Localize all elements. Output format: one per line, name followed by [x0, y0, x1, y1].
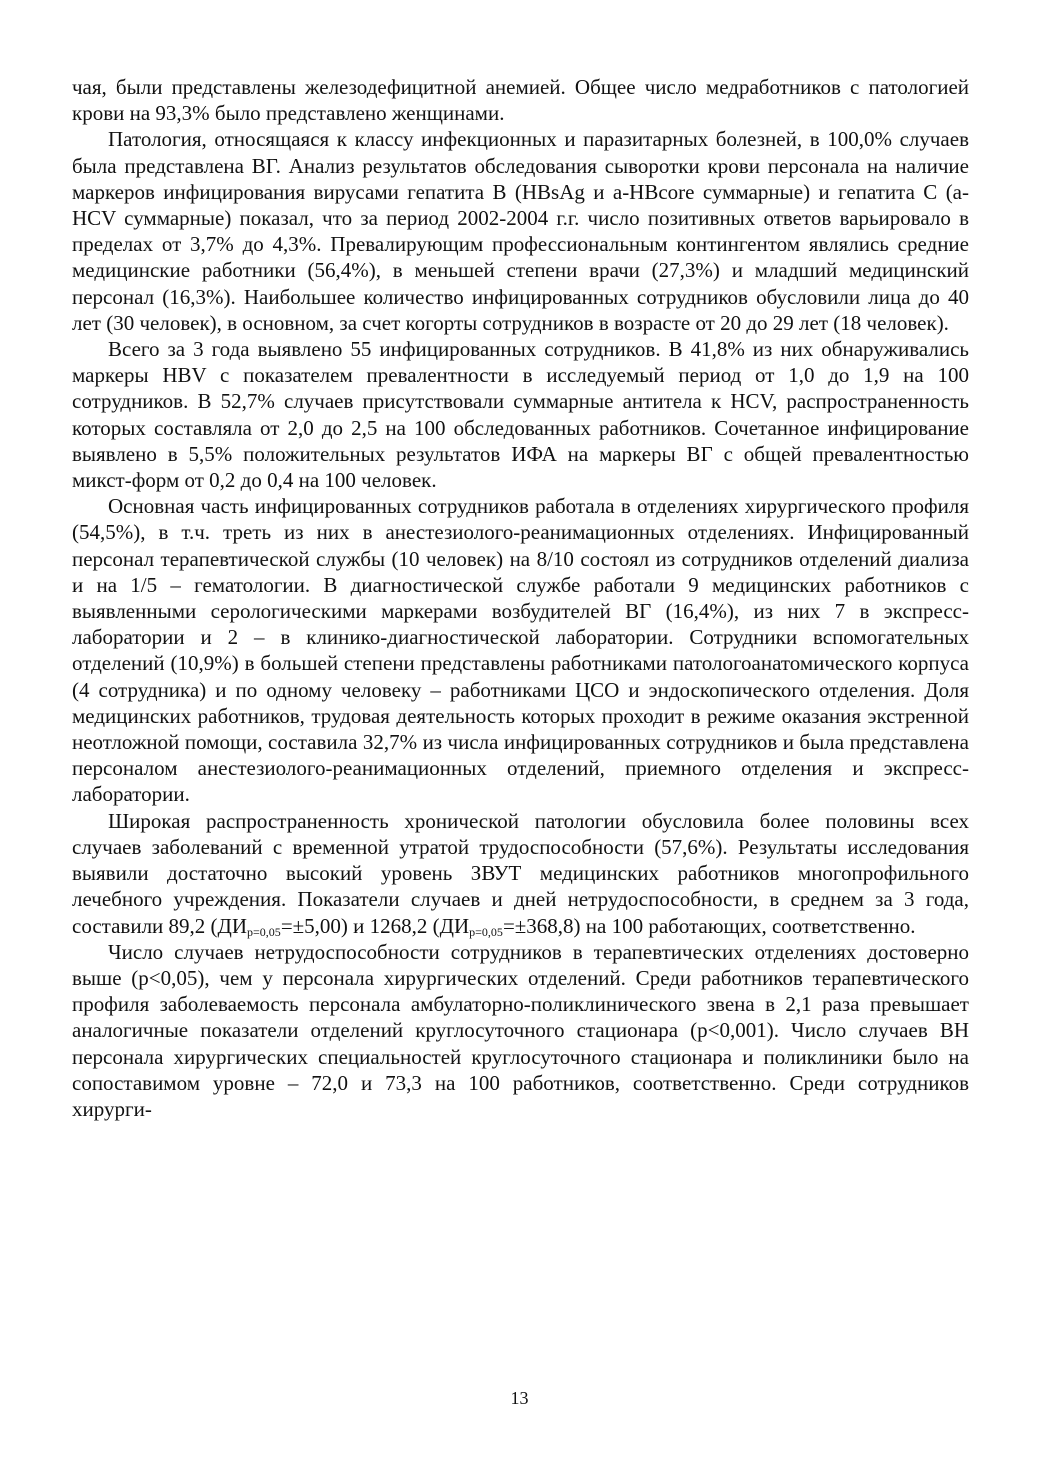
paragraph-5 [72, 808, 969, 939]
paragraph-3: Всего за 3 года выявлено 55 инфицированных сотрудников. В 41,8% из них обнаруживались маркеры HBV с показателем превалентности в исследуемый период от 1,0 до 1,9 на 100 сотрудников. В 52,7% случаев присутствовали суммарные антитела к HCV, распространенность которых составляла от 2,0 до 2,5 на 100 обследованных работников. Сочетанное инфицирование выявлено в 5,5% положительных результатов ИФА на маркеры ВГ с общей превалентностью микст-форм от 0,2 до 0,4 на 100 человек. [72, 337, 969, 493]
paragraph-5-text-a: Широкая распространенность хронической патологии обусловила более половины всех случаев заболеваний с временной утратой трудоспособности (57,6%). Результаты исследования выявили достаточно высокий уровень ЗВУТ медицинских работников многопрофильного лечебного учреждения. Показатели случаев и дней нетрудоспособности, в среднем за 3 года, составили 89,2 (ДИ [72, 808, 969, 938]
paragraph-2: Патология, относящаяся к классу инфекционных и паразитарных болезней, в 100,0% случаев была представлена ВГ. Анализ результатов обследования сыворотки крови персонала на наличие маркеров инфицирования вирусами гепатита В (HBsAg и a-HBcore суммарные) и гепатита С (a-HCV суммарные) показал, что за период 2002-2004 г.г. число позитивных ответов варьировало в пределах от 3,7% до 4,3%. Превалирующим профессиональным контингентом являлись средние медицинские работники (56,4%), в меньшей степени врачи (27,3%) и младший медицинский персонал (16,3%). Наибольшее количество инфицированных сотрудников обусловили лица до 40 лет (30 человек), в основном, за счет когорты сотрудников в возрасте от 20 до 29 лет (18 человек). [72, 127, 969, 335]
paragraph-1: чая, были представлены железодефицитной анемией. Общее число медработников с патологией крови на 93,3% было представлено женщинами. [72, 75, 969, 126]
document-page [72, 74, 969, 1122]
paragraph-5-text-b: =±5,00) и 1268,2 (ДИ [280, 913, 470, 938]
confidence-interval-subscript: р=0,05 [247, 924, 281, 939]
page-number: 13 [510, 1388, 529, 1408]
paragraph-6: Число случаев нетрудоспособности сотрудников в терапевтических отделениях достоверно выше (р<0,05), чем у персонала хирургических отделений. Среди работников терапевтического профиля заболеваемость персонала амбулаторно-поликлинического звена в 2,1 раза превышает аналогичные показатели отделений круглосуточного стационара (р<0,001). Число случаев ВН персонала хирургических специальностей круглосуточного стационара и поликлиники было на сопоставимом уровне – 72,0 и 73,3 на 100 работников, соответственно. Среди сотрудников хирурги- [72, 939, 969, 1121]
paragraph-5-text-c: =±368,8) на 100 работающих, соответственно. [502, 913, 916, 938]
paragraph-4: Основная часть инфицированных сотрудников работала в отделениях хирургического профиля (54,5%), в т.ч. треть из них в анестезиолого-реанимационных отделениях. Инфицированный персонал терапевтической службы (10 человек) на 8/10 состоял из сотрудников отделений диализа и на 1/5 – гематологии. В диагностической службе работали 9 медицинских работников с выявленными серологическими маркерами возбудителей ВГ (16,4%), из них 7 в экспресс-лаборатории и 2 – в клинико-диагностической лаборатории. Сотрудники вспомогательных отделений (10,9%) в большей степени представлены работниками патологоанатомического корпуса (4 сотрудника) и по одному человеку – работниками ЦСО и эндоскопического отделения. Доля медицинских работников, трудовая деятельность которых проходит в режиме оказания экстренной неотложной помощи, составила 32,7% из числа инфицированных сотрудников и была представлена персоналом анестезиолого-реанимационных отделений, приемного отделения и экспресс-лаборатории. [72, 494, 969, 807]
confidence-interval-subscript: р=0,05 [469, 924, 503, 939]
